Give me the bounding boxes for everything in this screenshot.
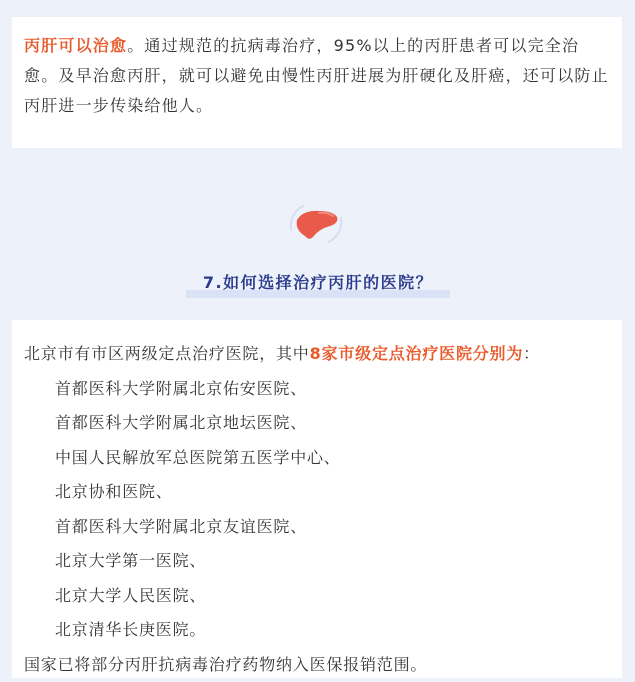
intro-highlight: 丙肝可以治愈: [24, 36, 127, 55]
section-title: 7.如何选择治疗丙肝的医院？: [180, 270, 456, 296]
list-item: 北京清华长庚医院。: [24, 613, 610, 648]
list-item: 北京大学第一医院、: [24, 544, 610, 579]
list-item: 北京协和医院、: [24, 475, 610, 510]
section-heading: [180, 270, 456, 300]
intro-card: [12, 17, 622, 148]
hospitals-intro-text: 北京市有市区两级定点治疗医院，其中: [24, 344, 310, 363]
list-item: 首都医科大学附属北京友谊医院、: [24, 510, 610, 545]
hospitals-footer: 国家已将部分丙肝抗病毒治疗药物纳入医保报销范围。: [24, 648, 610, 682]
hospitals-intro-highlight: 8家市级定点治疗医院分别为: [310, 344, 524, 363]
list-item: 北京大学人民医院、: [24, 579, 610, 614]
hospitals-card: [12, 320, 622, 678]
hospitals-intro: [24, 337, 610, 372]
list-item: 首都医科大学附属北京地坛医院、: [24, 406, 610, 441]
hospitals-intro-end: ：: [523, 344, 540, 363]
liver-icon: [283, 200, 349, 248]
list-item: 首都医科大学附属北京佑安医院、: [24, 372, 610, 407]
intro-text: 。通过规范的抗病毒治疗，95%以上的丙肝患者可以完全治愈。及早治愈丙肝，就可以避免由慢性丙肝进展为肝硬化及肝癌，还可以防止丙肝进一步传染给他人。: [24, 36, 609, 115]
list-item: 中国人民解放军总医院第五医学中心、: [24, 441, 610, 476]
intro-paragraph: [24, 31, 610, 121]
